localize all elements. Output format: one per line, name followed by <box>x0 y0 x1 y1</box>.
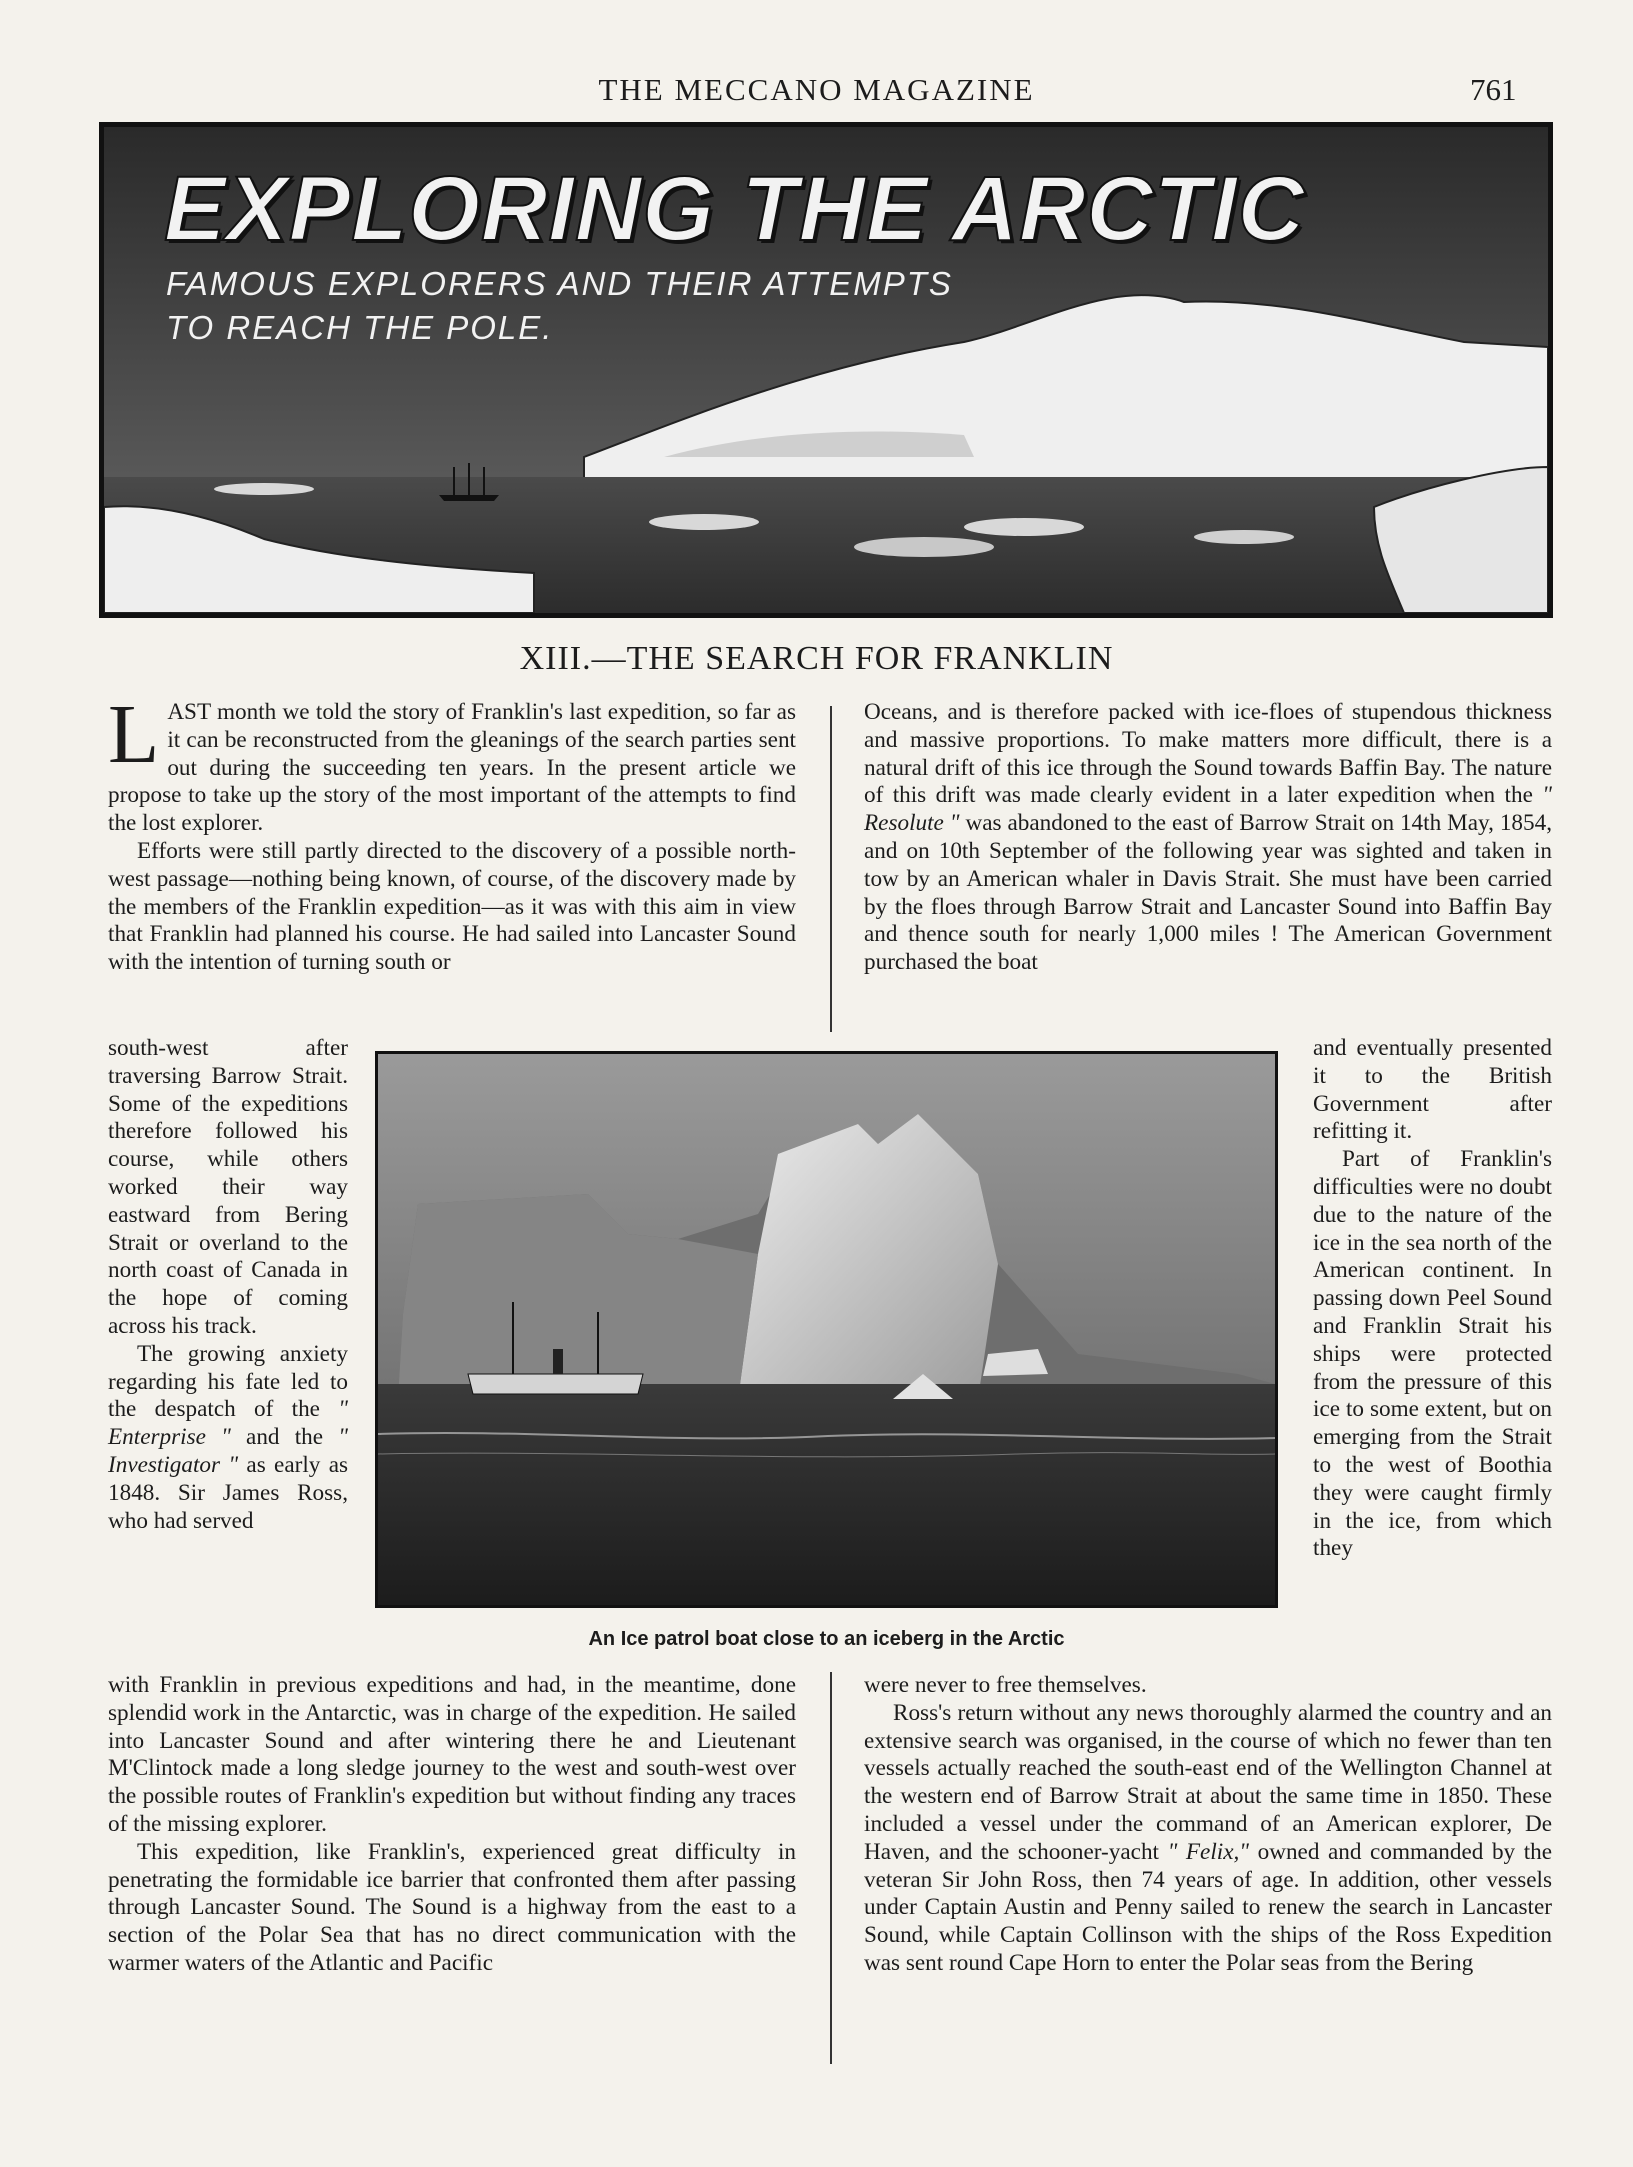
right-column-wrap <box>1313 1035 1552 1563</box>
paragraph-franklins-difficulties: Part of Franklin's difficulties were no doubt due to the nature of the ice in the sea north of the American continent. In passing down Peel Sound and Franklin Strait his ships were protected from the pressure of this ice to some extent, but on emerging from the Strait to the west of Boothia they were caught firmly in the ice, from which they <box>1313 1146 1552 1562</box>
text-span: and the <box>246 1424 324 1451</box>
paragraph-south-west: south-west after traversing Barrow Strait. Some of the expeditions therefore followed his course, while others worked their way eastward from Bering Strait or overland to the north coast of Canada in the hope of coming across his track. <box>108 1035 348 1339</box>
photo-caption: An Ice patrol boat close to an iceberg in the Arctic <box>588 1628 1065 1650</box>
left-column-wrap <box>108 1035 348 1535</box>
ship-name-felix: " Felix," <box>1167 1838 1250 1865</box>
paragraph-oceans <box>864 699 1552 977</box>
text-span: The growing anxiety regarding his fate led to the despatch of the <box>108 1340 348 1423</box>
paragraph-efforts: Efforts were still partly directed to the discovery of a possible north-west passage—nothing being known, of course, of the discovery made by the members of the Franklin expedition—as it was with this aim in view that Franklin had planned his course. He had sailed into Lancaster Sound with the intention of turning south or <box>108 837 796 976</box>
paragraph-eventually: and eventually presented it to the British Government after refitting it. <box>1313 1035 1552 1145</box>
drop-cap: L <box>108 688 160 781</box>
paragraph-growing-anxiety <box>108 1341 348 1536</box>
running-head: THE MECCANO MAGAZINE <box>598 72 1035 107</box>
banner-subtitle <box>166 262 1166 350</box>
right-column-top <box>864 699 1552 977</box>
column-rule-upper <box>830 706 832 1032</box>
left-column-top <box>108 688 796 977</box>
paragraph-never-free: were never to free themselves. <box>864 1672 1147 1698</box>
right-column-bottom <box>864 1672 1552 1978</box>
ship-name-enterprise: " Enterprise " <box>108 1396 349 1451</box>
paragraph-ice-barrier: This expedition, like Franklin's, experienced great difficulty in penetrating the formidable ice barrier that confronted them after passing through Lancaster Sound. The Sound is a highway from the east to a section of the Polar Sea that has no direct communication with the warmer waters of the Atlantic and Pacific <box>108 1838 796 1976</box>
page-number: 761 <box>1470 72 1517 107</box>
banner-title: EXPLORING THE ARCTIC <box>164 158 1306 260</box>
opening-paragraph <box>108 688 796 838</box>
paragraph-ross-return <box>864 1700 1552 1978</box>
left-column-bottom <box>108 1672 796 1978</box>
iceberg-photo-illustration <box>378 1054 1275 1605</box>
opening-paragraph-text: AST month we told the story of Franklin's last expedition, so far as it can be reconstructed from the gleanings of the search parties sent out during the succeeding ten years. In the present article we propose to take up the story of the most important of the attempts to find the lost explorer. <box>108 699 796 837</box>
banner-subtitle-line-2: TO REACH THE POLE. <box>166 309 554 346</box>
title-banner <box>99 122 1553 618</box>
text-span: was abandoned to the east of Barrow Strait on 14th May, 1854, and on 10th September of the following year was sighted and taken in tow by an American whaler in Davis Strait. She must have been carried by the floes through Barrow Strait and Lancaster Sound into Baffin Bay and thence south for nearly 1,000 miles ! The American Government purchased the boat <box>864 810 1552 976</box>
ship-name-resolute: " Resolute " <box>864 782 1552 837</box>
section-heading: XIII.—THE SEARCH FOR FRANKLIN <box>519 640 1114 677</box>
ship-name-investigator: " Investigator " <box>108 1424 348 1478</box>
iceberg-photograph <box>375 1051 1278 1608</box>
text-span: Oceans, and is therefore packed with ice-floes of stupendous thickness and massive proportions. To make matters more difficult, there is a natural drift of this ice through the Sound towards Baffin Bay. The nature of this drift was made clearly evident in a later expedition when the <box>864 699 1552 809</box>
text-span: owned and commanded by the veteran Sir John Ross, then 74 years of age. In addition, other vessels under Captain Austin and Penny sailed to renew the search in Lancaster Sound, while Captain Collinson with the ships of the Ross Expedition was sent round Cape Horn to enter the Polar seas from the Bering <box>864 1838 1553 1976</box>
text-span: Ross's return without any news thoroughly alarmed the country and an extensive search was organised, in the course of which no fewer than ten vessels actually reached the south-east end of the Wellington Channel at the western end of Barrow Strait at about the same time in 1850. These included a vessel under the command of an American explorer, De Haven, and the schooner-yacht <box>864 1699 1552 1865</box>
paragraph-with-franklin: with Franklin in previous expeditions and had, in the meantime, done splendid work in the Antarctic, was in charge of the expedition. He sailed into Lancaster Sound and after wintering there he and Lieutenant M'Clintock made a long sledge journey to the west and south-west over the possible routes of Franklin's expedition but without finding any traces of the missing explorer. <box>108 1672 796 1837</box>
banner-subtitle-line-1: FAMOUS EXPLORERS AND THEIR ATTEMPTS <box>166 265 953 302</box>
column-rule-lower <box>830 1672 832 2064</box>
text-span: as early as 1848. Sir James Ross, who had served <box>108 1451 349 1534</box>
